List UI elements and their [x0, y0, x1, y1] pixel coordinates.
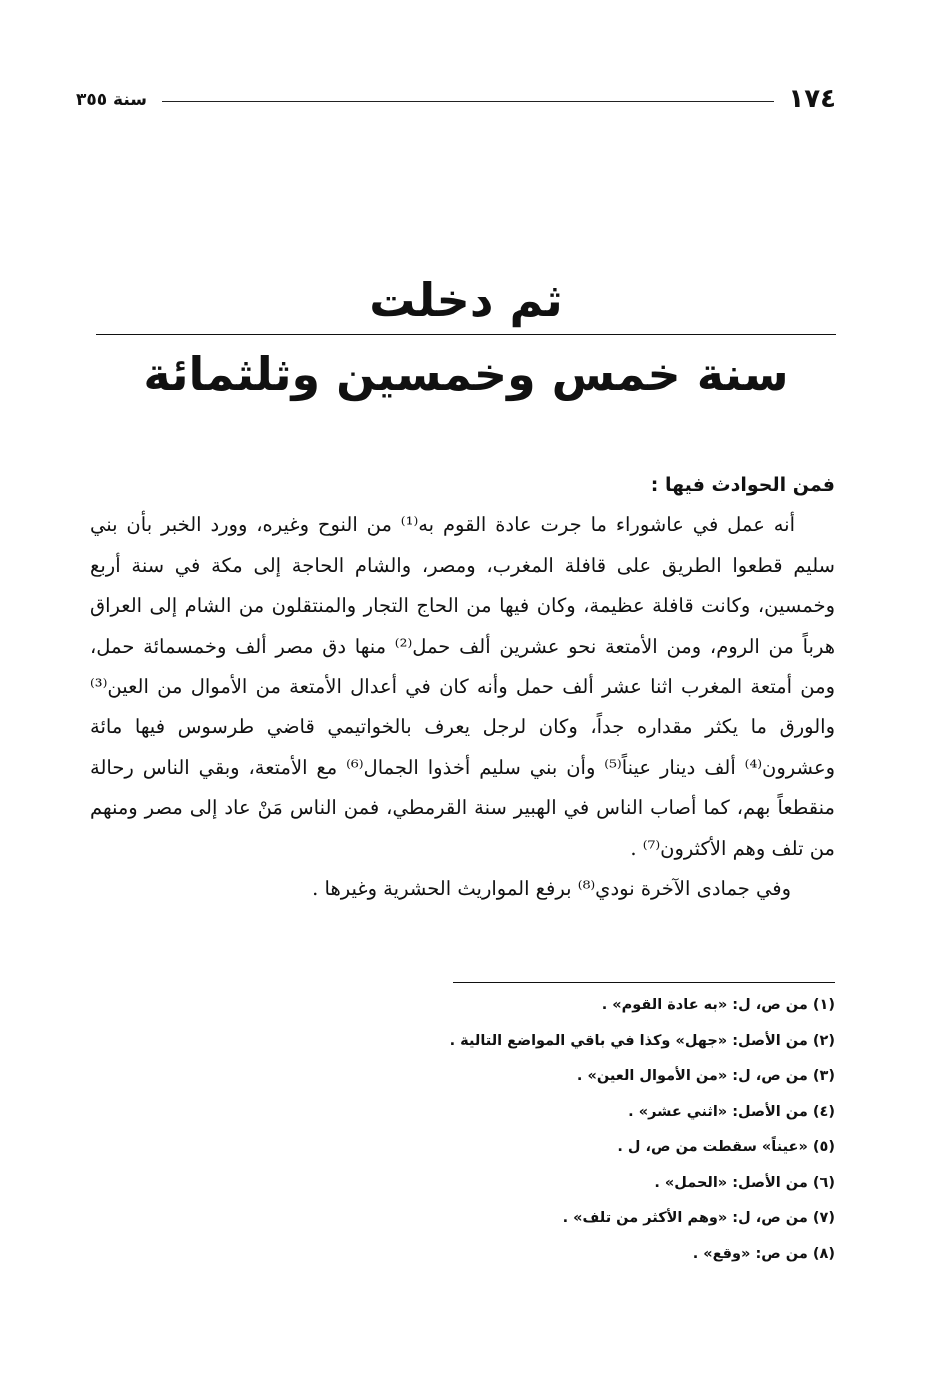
body-paragraph-2: وفي جمادى الآخرة نودي⁽⁸⁾ برفع المواريث الحشرية وغيرها .	[312, 877, 791, 901]
footnote-8: (٨) من ص: «وقع» .	[692, 1245, 835, 1262]
footnote-3: (٣) من ص، ل: «من الأموال العين» .	[576, 1068, 835, 1084]
footnotes-list	[235, 988, 835, 1272]
chapter-heading	[96, 268, 836, 407]
body-paragraph-1: أنه عمل في عاشوراء ما جرت عادة القوم به⁽¹⁾ من النوح وغيره، وورد الخبر بأن بني سليم قطعوا الطريق على قافلة المغرب، ومصر، والشام الحاجة إلى مكة في سنة أربع وخمسين، وكانت قافلة عظيمة، وكان فيها من الحاج التجار والمنتقلون من الشام إلى العراق هرباً من الروم، ومن الأمتعة نحو عشرين ألف حمل⁽²⁾ منها دق مصر ألف وخمسمائة حمل، ومن أمتعة المغرب اثنا عشر ألف حمل وأنه كان في أعدال الأمتعة من الأموال من العين⁽³⁾ والورق ما يكثر مقداره جداً، وكان لرجل يعرف بالخواتيمي قاضي طرسوس فيها مائة وعشرون⁽⁴⁾ ألف دينار عيناً⁽⁵⁾ وأن بني سليم أخذوا الجمال⁽⁶⁾ مع الأمتعة، وبقي الناس رحالة منقطعاً بهم، كما أصاب الناس في الهبير سنة القرمطي، فمن الناس مَنْ عاد إلى مصر ومنهم من تلف وهم الأكثرون⁽⁷⁾ .	[90, 513, 835, 860]
chapter-heading-rule	[96, 334, 836, 335]
running-header-year: سنة ٣٥٥	[76, 90, 148, 110]
chapter-heading-line-1: ثم دخلت	[369, 273, 563, 327]
footnote-5: (٥) «عيناً» سقطت من ص، ل .	[617, 1139, 835, 1155]
running-header	[76, 82, 836, 122]
page-number: ١٧٤	[788, 84, 836, 114]
footnote-2: (٢) من الأصل: «جهل» وكذا في باقي المواضع التالية .	[449, 1032, 835, 1049]
main-text	[90, 465, 835, 909]
chapter-heading-line-2: سنة خمس وخمسين وثلثمائة	[143, 347, 789, 401]
footnote-7: (٧) من ص، ل: «وهم الأكثر من تلف» .	[562, 1210, 835, 1226]
footnote-1: (١) من ص، ل: «به عادة القوم» .	[601, 997, 835, 1013]
footnote-4: (٤) من الأصل: «اثني عشر» .	[628, 1103, 835, 1120]
footnote-6: (٦) من الأصل: «الحمل» .	[654, 1174, 835, 1191]
section-intro: فمن الحوادث فيها :	[650, 474, 835, 496]
footnote-rule	[453, 982, 835, 983]
header-rule	[162, 101, 774, 102]
